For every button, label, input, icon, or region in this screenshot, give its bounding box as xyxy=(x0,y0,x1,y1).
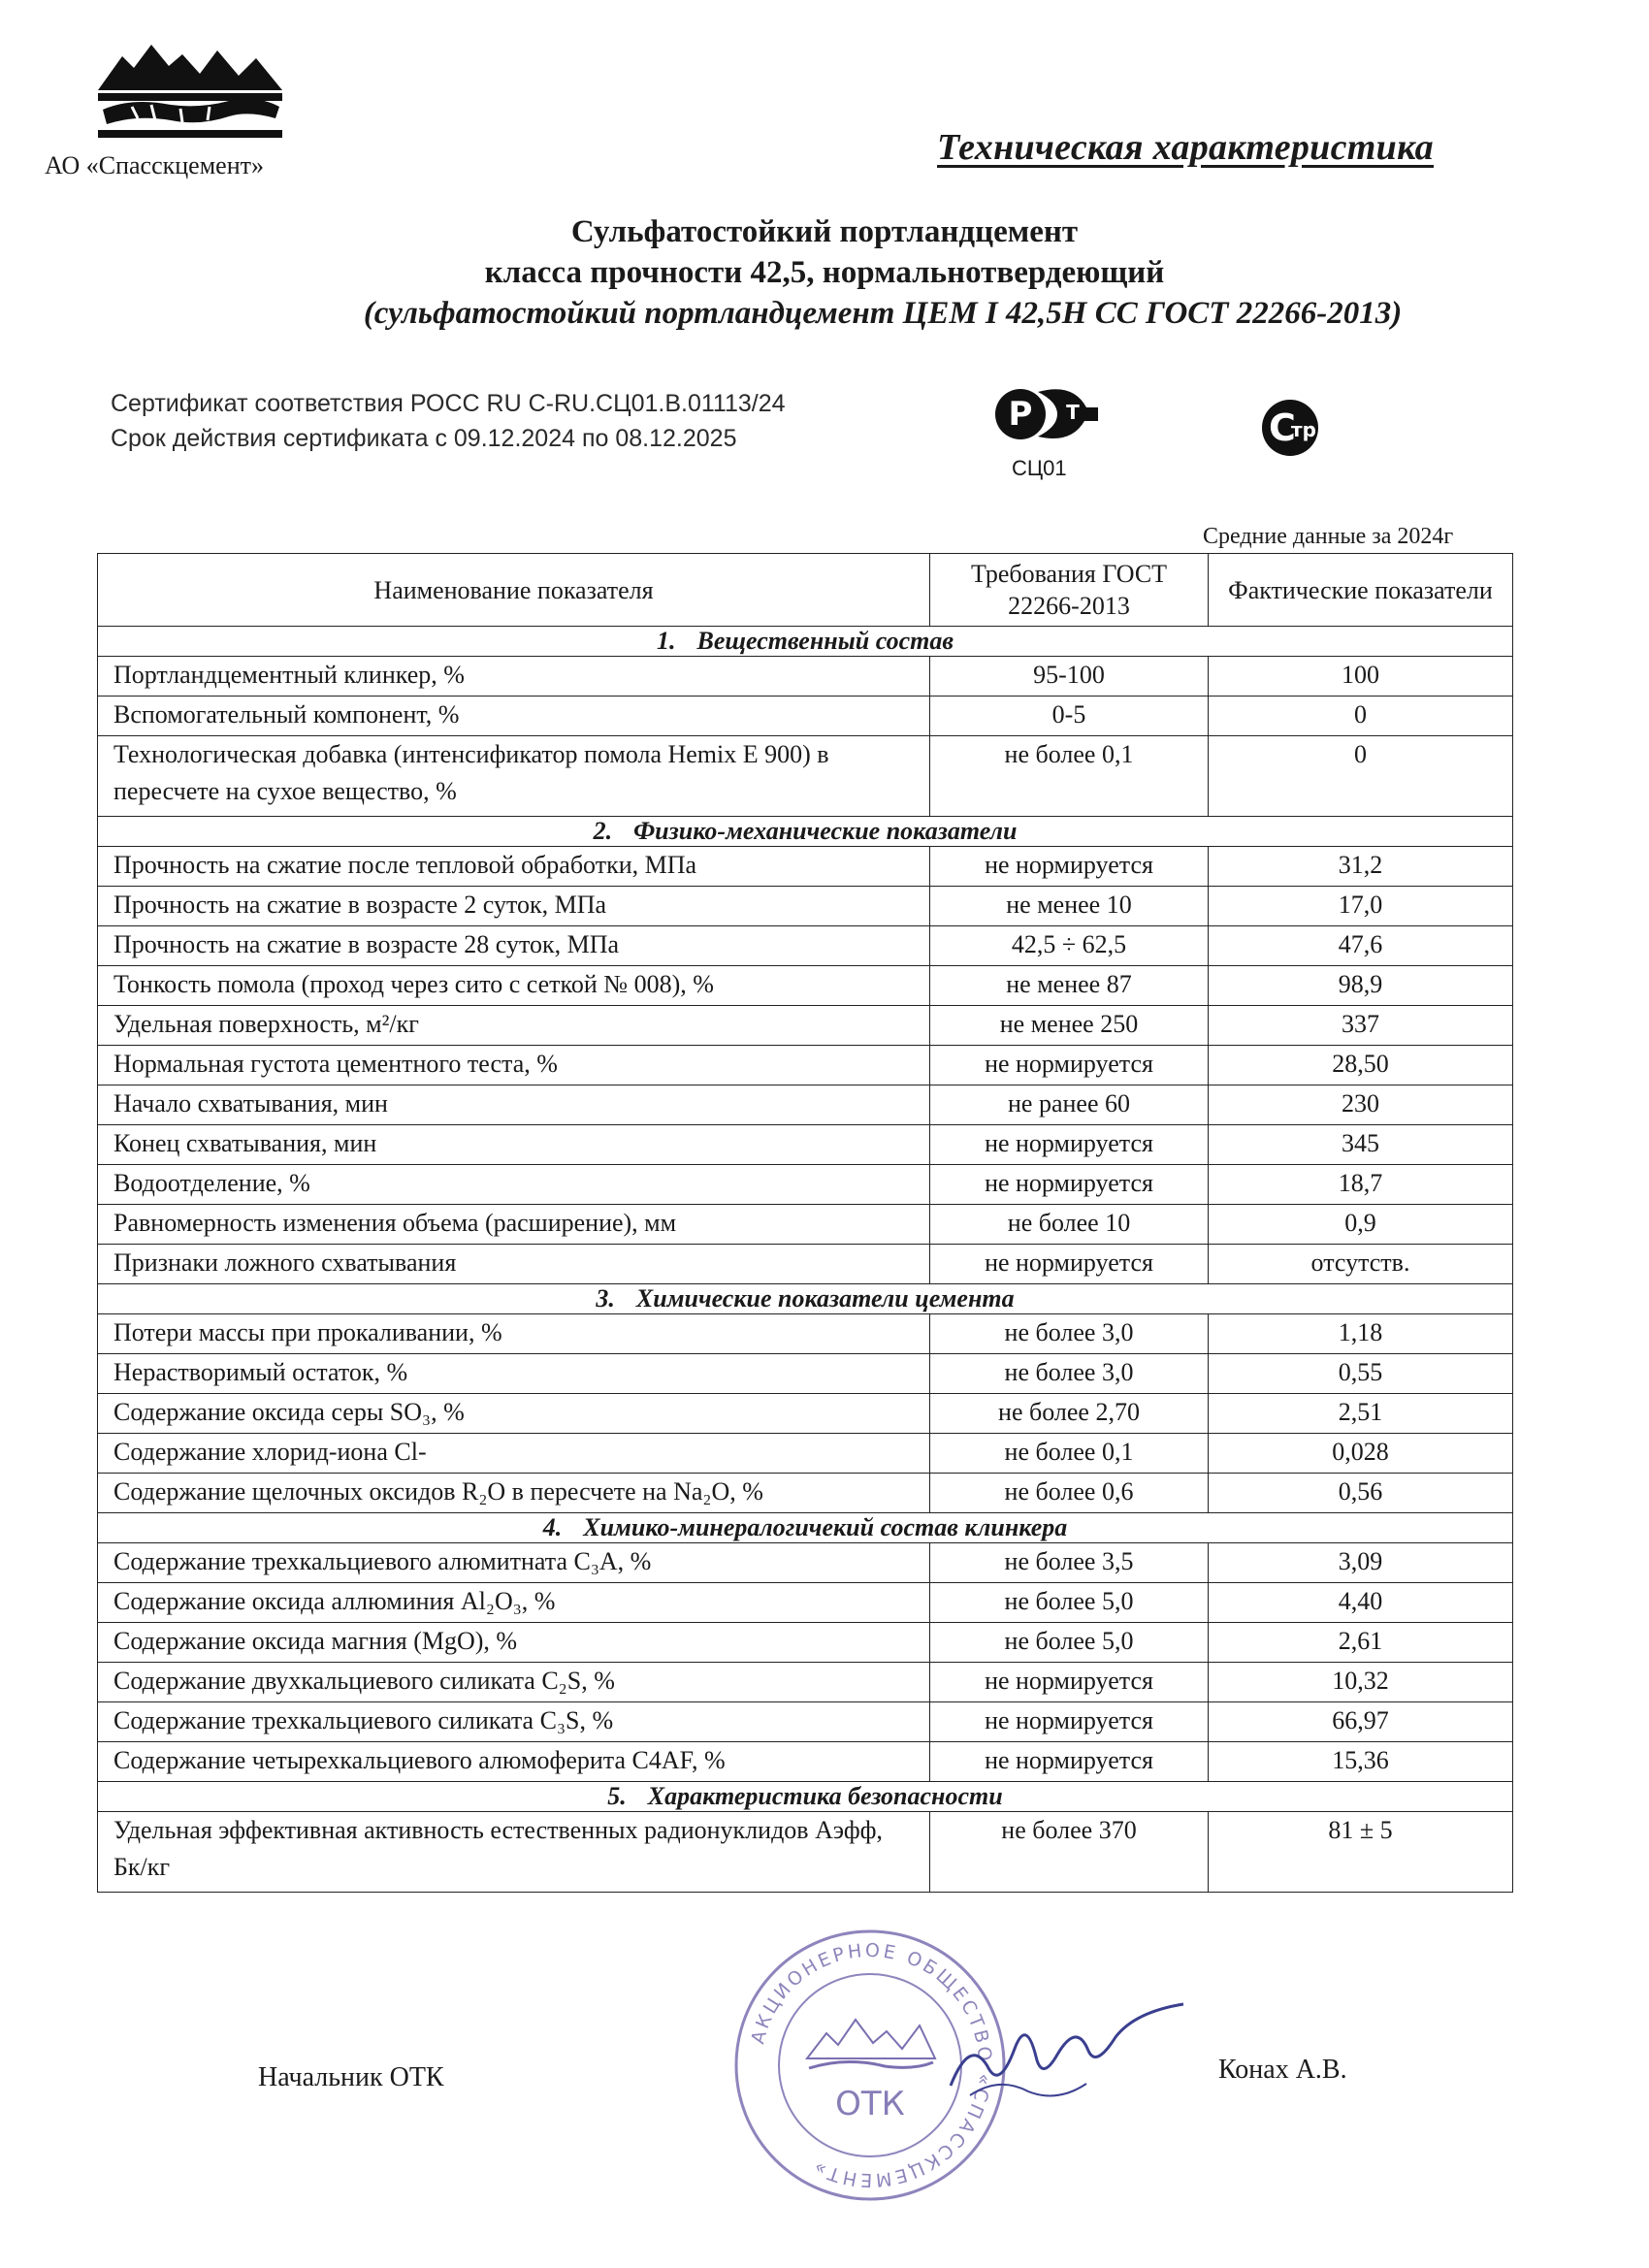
indicator-name-cell: Вспомогательный компонент, % xyxy=(98,697,930,736)
section-header-row xyxy=(98,1284,1513,1314)
requirement-cell: не более 0,1 xyxy=(930,1434,1209,1474)
requirement-cell: не менее 87 xyxy=(930,966,1209,1006)
requirement-cell: не более 10 xyxy=(930,1205,1209,1245)
indicator-name-cell: Содержание оксида аллюминия Al₂O₃, % xyxy=(98,1583,930,1623)
table-row xyxy=(98,1006,1513,1046)
rst-certification-mark-icon xyxy=(989,384,1106,444)
section-title-text: Химико-минералогичекий состав клинкера xyxy=(583,1513,1068,1541)
section-number: 3. xyxy=(596,1284,615,1312)
table-row xyxy=(98,1354,1513,1394)
section-number: 5. xyxy=(607,1782,627,1810)
table-row xyxy=(98,657,1513,697)
indicator-name-cell: Конец схватывания, мин xyxy=(98,1125,930,1165)
indicator-name-cell: Нормальная густота цементного теста, % xyxy=(98,1046,930,1085)
requirement-cell: не более 5,0 xyxy=(930,1623,1209,1663)
actual-value-cell: 28,50 xyxy=(1209,1046,1513,1085)
certificate-info xyxy=(111,386,786,456)
requirement-cell: не более 370 xyxy=(930,1812,1209,1893)
section-header-row xyxy=(98,627,1513,657)
indicator-name-cell: Водоотделение, % xyxy=(98,1165,930,1205)
table-row xyxy=(98,1165,1513,1205)
actual-value-cell: 0,028 xyxy=(1209,1434,1513,1474)
table-row xyxy=(98,1623,1513,1663)
indicator-name-cell: Начало схватывания, мин xyxy=(98,1085,930,1125)
table-row xyxy=(98,1314,1513,1354)
section-header-row xyxy=(98,817,1513,847)
actual-value-cell: 18,7 xyxy=(1209,1165,1513,1205)
table-row xyxy=(98,926,1513,966)
table-row xyxy=(98,966,1513,1006)
indicator-name-cell: Технологическая добавка (интенсификатор помола Hemix Е 900) в пересчете на сухое вещество, % xyxy=(98,736,930,817)
actual-value-cell: 66,97 xyxy=(1209,1702,1513,1742)
actual-value-cell: 17,0 xyxy=(1209,887,1513,926)
indicator-name-cell: Содержание трехкальциевого силиката C₃S, % xyxy=(98,1702,930,1742)
requirement-cell: не нормируется xyxy=(930,1702,1209,1742)
table-row xyxy=(98,697,1513,736)
actual-value-cell: 81 ± 5 xyxy=(1209,1812,1513,1893)
requirement-cell: не нормируется xyxy=(930,847,1209,887)
section-title-text: Характеристика безопасности xyxy=(647,1782,1003,1810)
actual-value-cell: 47,6 xyxy=(1209,926,1513,966)
actual-value-cell: 345 xyxy=(1209,1125,1513,1165)
table-row xyxy=(98,1583,1513,1623)
actual-value-cell: 337 xyxy=(1209,1006,1513,1046)
requirement-cell: 42,5 ÷ 62,5 xyxy=(930,926,1209,966)
table-row xyxy=(98,736,1513,817)
actual-value-cell: 15,36 xyxy=(1209,1742,1513,1782)
actual-value-cell: 4,40 xyxy=(1209,1583,1513,1623)
product-title-line-3: (сульфатостойкий портландцемент ЦЕМ I 42,5Н СС ГОСТ 22266-2013) xyxy=(363,296,1403,331)
table-row xyxy=(98,1812,1513,1893)
certification-body-code: СЦ01 xyxy=(1012,456,1067,480)
requirement-cell: не менее 10 xyxy=(930,887,1209,926)
table-row xyxy=(98,1085,1513,1125)
requirement-cell: не нормируется xyxy=(930,1046,1209,1085)
company-logo xyxy=(93,37,287,153)
table-row xyxy=(98,1245,1513,1284)
section-title-text: Физико-механические показатели xyxy=(633,817,1018,845)
indicator-name-cell: Тонкость помола (проход через сито с сеткой № 008), % xyxy=(98,966,930,1006)
signer-name: Конах А.В. xyxy=(1218,2055,1347,2085)
column-header-actual: Фактические показатели xyxy=(1209,554,1513,627)
section-title xyxy=(98,1284,1513,1314)
indicator-name-cell: Содержание двухкальциевого силиката C₂S, % xyxy=(98,1663,930,1702)
actual-value-cell: 2,61 xyxy=(1209,1623,1513,1663)
actual-value-cell: 2,51 xyxy=(1209,1394,1513,1434)
requirement-cell: не более 2,70 xyxy=(930,1394,1209,1434)
section-title xyxy=(98,1782,1513,1812)
table-row xyxy=(98,1663,1513,1702)
indicator-name-cell: Прочность на сжатие в возрасте 2 суток, МПа xyxy=(98,887,930,926)
indicator-name-cell: Прочность на сжатие после тепловой обработки, МПа xyxy=(98,847,930,887)
requirement-cell: 0-5 xyxy=(930,697,1209,736)
table-row xyxy=(98,887,1513,926)
section-title-text: Вещественный состав xyxy=(696,627,954,655)
requirement-cell: не менее 250 xyxy=(930,1006,1209,1046)
svg-text:Р: Р xyxy=(1008,395,1033,434)
indicator-name-cell: Портландцементный клинкер, % xyxy=(98,657,930,697)
certificate-validity: Срок действия сертификата с 09.12.2024 по 08.12.2025 xyxy=(111,425,737,452)
section-number: 2. xyxy=(593,817,613,845)
table-body xyxy=(98,627,1513,1893)
table-row xyxy=(98,1205,1513,1245)
table-row xyxy=(98,1434,1513,1474)
table-row xyxy=(98,1125,1513,1165)
indicator-name-cell: Содержание трехкальциевого алюмитната C₃A, % xyxy=(98,1543,930,1583)
stamp-center-text: ОТК xyxy=(835,2085,905,2123)
indicator-name-cell: Содержание оксида магния (MgO), % xyxy=(98,1623,930,1663)
requirement-cell: не более 0,6 xyxy=(930,1474,1209,1513)
indicator-name-cell: Признаки ложного схватывания xyxy=(98,1245,930,1284)
indicator-name-cell: Содержание четырехкальциевого алюмоферита C4AF, % xyxy=(98,1742,930,1782)
table-row xyxy=(98,1474,1513,1513)
indicator-name-cell: Содержание оксида серы SO₃, % xyxy=(98,1394,930,1434)
section-header-row xyxy=(98,1782,1513,1812)
actual-value-cell: 10,32 xyxy=(1209,1663,1513,1702)
indicator-name-cell: Удельная поверхность, м²/кг xyxy=(98,1006,930,1046)
svg-text:С: С xyxy=(1269,406,1296,449)
construction-certification-mark-icon xyxy=(1247,398,1341,458)
actual-value-cell: отсутств. xyxy=(1209,1245,1513,1284)
table-row xyxy=(98,1742,1513,1782)
signer-position: Начальник ОТК xyxy=(258,2062,444,2092)
actual-value-cell: 1,18 xyxy=(1209,1314,1513,1354)
stamp-text: АКЦИОНЕРНОЕ ОБЩЕСТВО «СПАССКЦЕМЕНТ» xyxy=(747,1939,996,2191)
indicator-name-cell: Равномерность изменения объема (расширение), мм xyxy=(98,1205,930,1245)
actual-value-cell: 0,56 xyxy=(1209,1474,1513,1513)
indicator-name-cell: Прочность на сжатие в возрасте 28 суток, МПа xyxy=(98,926,930,966)
section-title-text: Химические показатели цемента xyxy=(635,1284,1015,1312)
section-number: 4. xyxy=(542,1513,563,1541)
requirement-cell: не нормируется xyxy=(930,1165,1209,1205)
actual-value-cell: 98,9 xyxy=(1209,966,1513,1006)
indicator-name-cell: Потери массы при прокаливании, % xyxy=(98,1314,930,1354)
table-row xyxy=(98,1046,1513,1085)
table-row xyxy=(98,1702,1513,1742)
certificate-number: Сертификат соответствия РОСС RU C-RU.СЦ01.В.01113/24 xyxy=(111,390,786,417)
actual-value-cell: 100 xyxy=(1209,657,1513,697)
requirement-cell: 95-100 xyxy=(930,657,1209,697)
section-header-row xyxy=(98,1513,1513,1543)
requirement-cell: не нормируется xyxy=(930,1245,1209,1284)
actual-value-cell: 31,2 xyxy=(1209,847,1513,887)
actual-value-cell: 230 xyxy=(1209,1085,1513,1125)
table-header-row xyxy=(98,554,1513,627)
section-number: 1. xyxy=(657,627,676,655)
table-row xyxy=(98,1543,1513,1583)
requirement-cell: не более 3,0 xyxy=(930,1314,1209,1354)
indicator-name-cell: Нерастворимый остаток, % xyxy=(98,1354,930,1394)
actual-value-cell: 0,55 xyxy=(1209,1354,1513,1394)
table-row xyxy=(98,847,1513,887)
requirement-cell: не более 5,0 xyxy=(930,1583,1209,1623)
requirement-cell: не ранее 60 xyxy=(930,1085,1209,1125)
section-title xyxy=(98,627,1513,657)
actual-value-cell: 0,9 xyxy=(1209,1205,1513,1245)
actual-value-cell: 0 xyxy=(1209,697,1513,736)
section-title xyxy=(98,1513,1513,1543)
company-name: АО «Спасскцемент» xyxy=(45,151,264,179)
handwritten-signature-icon xyxy=(941,1998,1193,2115)
table-row xyxy=(98,1394,1513,1434)
product-title-line-2: класса прочности 42,5, нормальнотвердеющий xyxy=(484,255,1165,290)
svg-text:Т: Т xyxy=(1066,401,1080,424)
column-header-requirements: Требования ГОСТ 22266-2013 xyxy=(930,554,1209,627)
requirement-cell: не нормируется xyxy=(930,1125,1209,1165)
column-header-name: Наименование показателя xyxy=(98,554,930,627)
requirement-cell: не более 3,5 xyxy=(930,1543,1209,1583)
document-title: Техническая характеристика xyxy=(937,127,1434,168)
requirement-cell: не более 3,0 xyxy=(930,1354,1209,1394)
indicator-name-cell: Содержание хлорид-иона Cl- xyxy=(98,1434,930,1474)
characteristics-table xyxy=(97,553,1513,1893)
actual-value-cell: 3,09 xyxy=(1209,1543,1513,1583)
indicator-name-cell: Удельная эффективная активность естественных радионуклидов Аэфф, Бк/кг xyxy=(98,1812,930,1893)
requirement-cell: не нормируется xyxy=(930,1742,1209,1782)
product-title-line-1: Сульфатостойкий портландцемент xyxy=(570,214,1079,249)
svg-text:тр: тр xyxy=(1291,418,1316,441)
section-title xyxy=(98,817,1513,847)
product-title xyxy=(0,211,1649,334)
table-note: Средние данные за 2024г xyxy=(1203,524,1454,549)
requirement-cell: не нормируется xyxy=(930,1663,1209,1702)
indicator-name-cell: Содержание щелочных оксидов R₂O в пересчете на Na₂O, % xyxy=(98,1474,930,1513)
actual-value-cell: 0 xyxy=(1209,736,1513,817)
requirement-cell: не более 0,1 xyxy=(930,736,1209,817)
